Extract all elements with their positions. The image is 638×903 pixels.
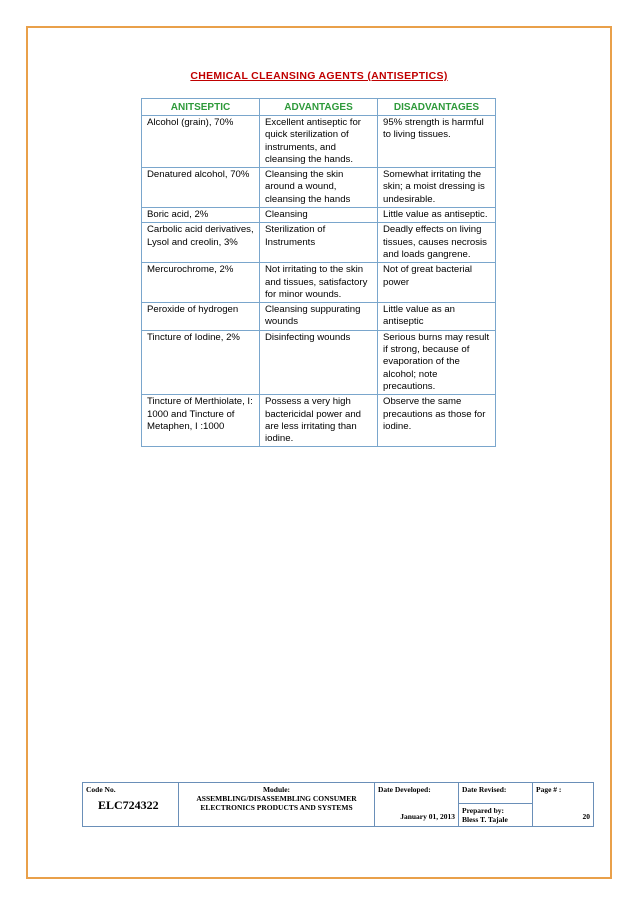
cell-advantages: Sterilization of Instruments [260, 223, 378, 263]
footer-page-cell [533, 783, 594, 827]
footer-page-value: 20 [582, 812, 590, 821]
cell-antiseptic: Tincture of Iodine, 2% [142, 330, 260, 394]
cell-disadvantages: Deadly effects on living tissues, causes necrosis and loads gangrene. [378, 223, 496, 263]
document-footer [82, 782, 594, 827]
cell-antiseptic: Mercurochrome, 2% [142, 263, 260, 303]
header-advantages: ADVANTAGES [260, 99, 378, 116]
cell-antiseptic: Denatured alcohol, 70% [142, 168, 260, 208]
footer-date-developed-cell [375, 783, 459, 827]
cell-disadvantages: Little value as an antiseptic [378, 303, 496, 331]
cell-disadvantages: Little value as antiseptic. [378, 208, 496, 223]
footer-prepared-label: Prepared by: [462, 806, 505, 815]
footer-prepared-cell [459, 804, 533, 827]
cell-advantages: Cleansing [260, 208, 378, 223]
header-antiseptic: ANITSEPTIC [142, 99, 260, 116]
footer-module-cell [179, 783, 375, 827]
table-row [142, 116, 496, 168]
table-header-row [142, 99, 496, 116]
cell-antiseptic: Boric acid, 2% [142, 208, 260, 223]
cell-disadvantages: Not of great bacterial power [378, 263, 496, 303]
cell-advantages: Possess a very high bactericidal power and are less irritating than iodine. [260, 395, 378, 447]
table-row [142, 330, 496, 394]
footer-code-label: Code No. [86, 785, 116, 794]
cell-antiseptic: Carbolic acid derivatives, Lysol and creolin, 3% [142, 223, 260, 263]
cell-disadvantages: Observe the same precautions as those for iodine. [378, 395, 496, 447]
table-row [142, 395, 496, 447]
footer-page-label: Page # : [536, 785, 562, 794]
footer-date-developed-label: Date Developed: [378, 785, 431, 794]
table-row [142, 223, 496, 263]
cell-disadvantages: Serious burns may result if strong, because of evaporation of the alcohol; note precautions. [378, 330, 496, 394]
cell-advantages: Disinfecting wounds [260, 330, 378, 394]
footer-prepared-value: Bless T. Tajale [462, 815, 508, 824]
footer-code-cell [83, 783, 179, 827]
table-row [142, 303, 496, 331]
footer-code-value: ELC724322 [98, 798, 159, 812]
cell-advantages: Excellent antiseptic for quick sterilization of instruments, and cleansing the hands. [260, 116, 378, 168]
cell-antiseptic: Alcohol (grain), 70% [142, 116, 260, 168]
header-disadvantages: DISADVANTAGES [378, 99, 496, 116]
table-row [142, 263, 496, 303]
table-row [142, 208, 496, 223]
footer-module-text: ASSEMBLING/DISASSEMBLING CONSUMER ELECTRONICS PRODUCTS AND SYSTEMS [196, 794, 357, 812]
footer-module-label: Module: [262, 785, 291, 794]
table-row [142, 168, 496, 208]
cell-advantages: Cleansing suppurating wounds [260, 303, 378, 331]
footer-date-developed-value: January 01, 2013 [400, 812, 455, 821]
cell-advantages: Cleansing the skin around a wound, cleansing the hands [260, 168, 378, 208]
cell-disadvantages: Somewhat irritating the skin; a moist dressing is undesirable. [378, 168, 496, 208]
cell-advantages: Not irritating to the skin and tissues, satisfactory for minor wounds. [260, 263, 378, 303]
footer-date-revised-label: Date Revised: [459, 783, 533, 804]
cell-disadvantages: 95% strength is harmful to living tissues. [378, 116, 496, 168]
document-title: CHEMICAL CLEANSING AGENTS (ANTISEPTICS) [190, 70, 448, 82]
cell-antiseptic: Peroxide of hydrogen [142, 303, 260, 331]
antiseptics-table [141, 98, 496, 447]
cell-antiseptic: Tincture of Merthiolate, I: 1000 and Tincture of Metaphen, I :1000 [142, 395, 260, 447]
